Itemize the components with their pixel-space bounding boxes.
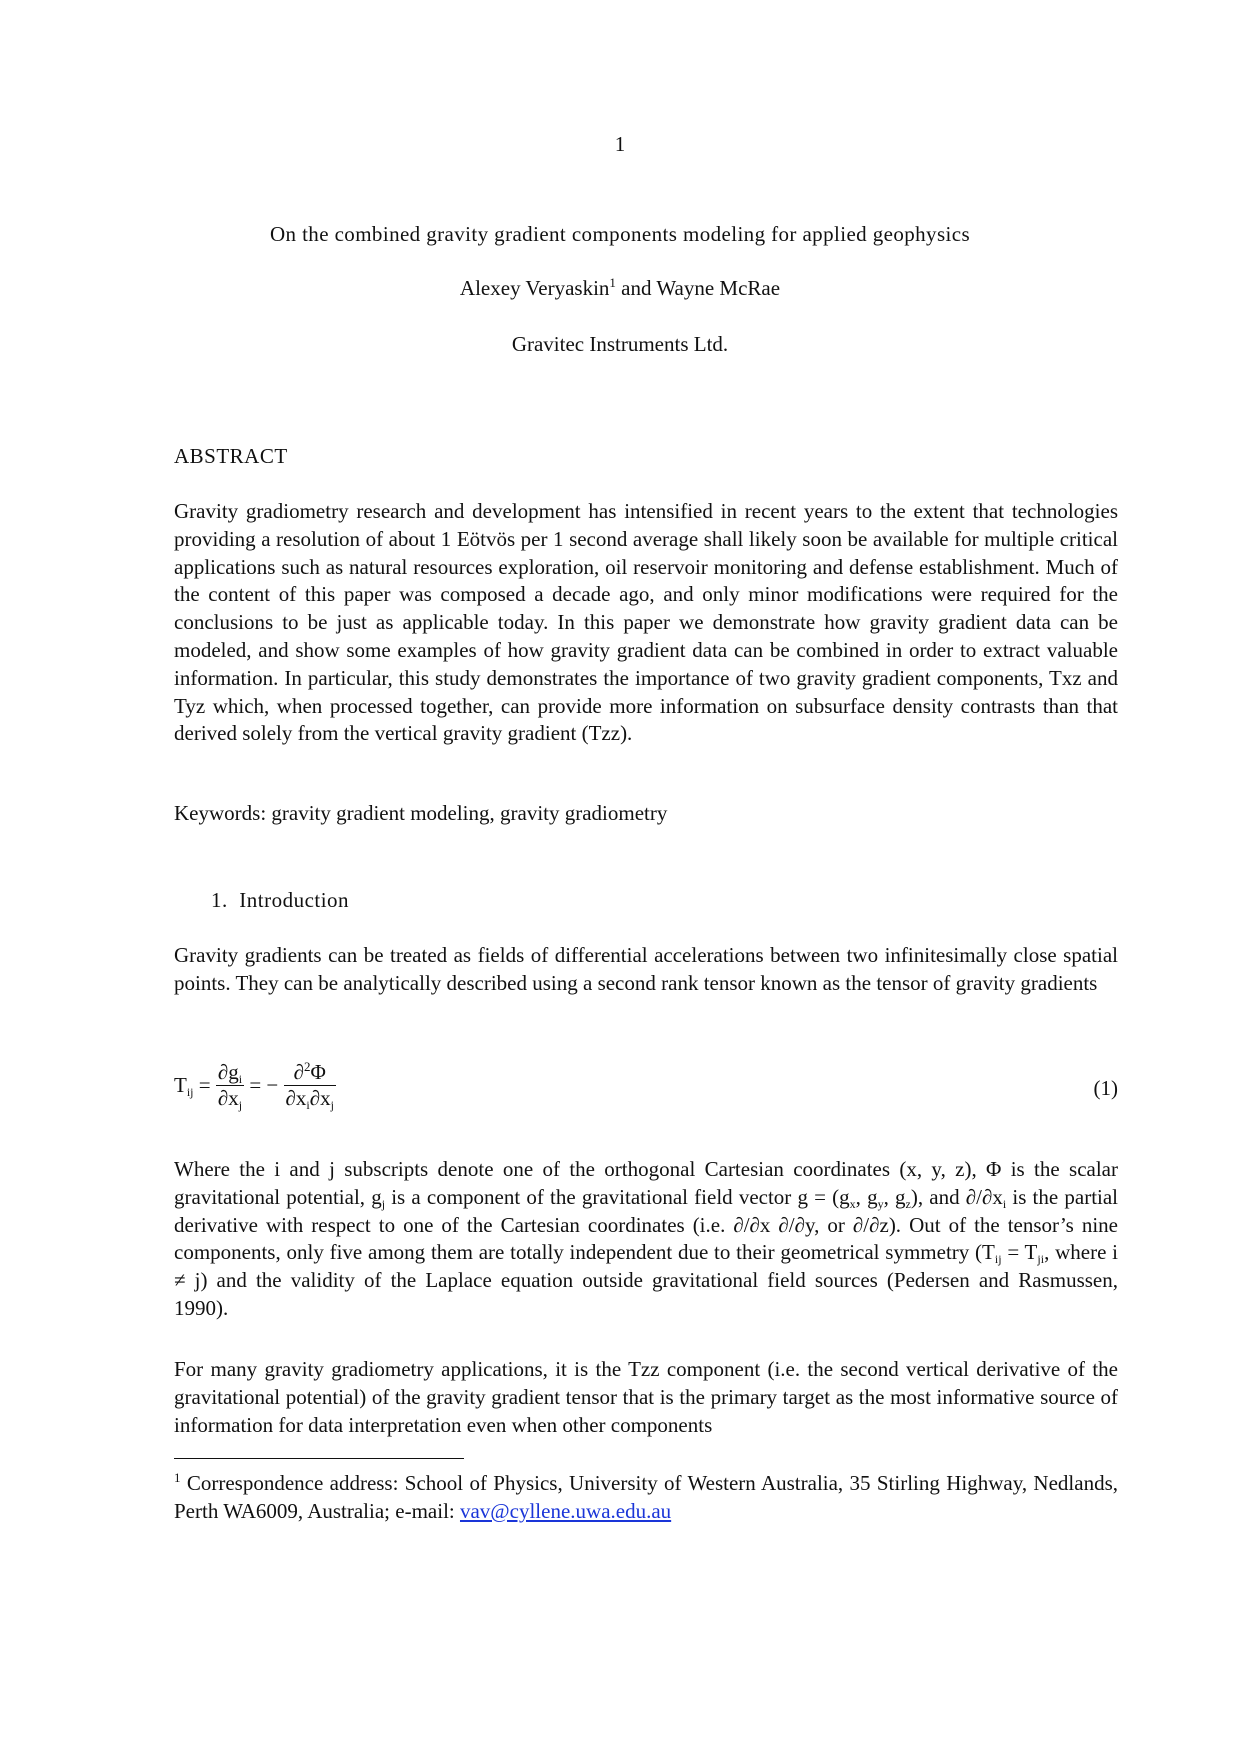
authors	[0, 276, 1240, 301]
intro-paragraph-3: For many gravity gradiometry applications, it is the Tzz component (i.e. the second vertical derivative of the gravitational potential) of the gravity gradient tensor that is the primary target as the most informative source of information for data interpretation even when other components	[174, 1357, 1118, 1437]
footnote-text: Correspondence address: School of Physics, University of Western Australia, 35 Stirling Highway, Nedlands, Perth WA6009, Australia; e-mail:	[174, 1471, 1118, 1523]
authors-and: and	[615, 276, 657, 300]
abstract-heading: ABSTRACT	[174, 444, 288, 468]
footnote	[174, 1470, 1118, 1526]
section-title: Introduction	[239, 888, 350, 912]
paper-title: On the combined gravity gradient components modeling for applied geophysics	[269, 222, 971, 246]
author-2: Wayne McRae	[656, 276, 781, 300]
eq-fraction-1: $\frac{\partial g_i}{\partial x_j}$	[217, 1060, 243, 1112]
affiliation: Gravitec Instruments Ltd.	[511, 332, 729, 356]
eq-lhs: $T_{ij}$	[174, 1073, 194, 1099]
equation-1	[174, 1060, 1118, 1130]
abstract-body: Gravity gradiometry research and development has intensified in recent years to the extent that technologies providing a resolution of about 1 Eötvös per 1 second average shall likely soon be available for multiple critical applications such as natural resources exploration, oil reservoir monitoring and defense establishment. Much of the content of this paper was composed a decade ago, and only minor modifications were required for the conclusions to be just as applicable today. In this paper we demonstrate how gravity gradient data can be modeled, and show some examples of how gravity gradient data can be combined in order to extract valuable information. In particular, this study demonstrates the importance of two gravity gradient components, Txz and Tyz which, when processed together, can provide more information on subsurface density contrasts than that derived solely from the vertical gravity gradient (Tzz).	[174, 499, 1118, 746]
footnote-divider	[174, 1458, 464, 1459]
section-heading-introduction	[211, 888, 349, 913]
intro-paragraph-1: Gravity gradients can be treated as fields of differential accelerations between two infinitesimally close spatial points. They can be analytically described using a second rank tensor known as the tensor of gravity gradients	[174, 943, 1118, 995]
equation-number: (1)	[1093, 1076, 1118, 1100]
email-link[interactable]: vav@cyllene.uwa.edu.au	[459, 1498, 672, 1523]
keywords: Keywords: gravity gradient modeling, gravity gradiometry	[174, 801, 668, 825]
eq-fraction-2: $\frac{\partial^2\Phi}{\partial x_i\partial x_j}$	[285, 1059, 334, 1112]
eq-equals-minus: = −	[249, 1073, 279, 1097]
intro-paragraph-2: Where the i and j subscripts denote one of the orthogonal Cartesian coordinates (x, y, z), Φ is the scalar gravitational potential, $g_j$ is a component of the gravitational field vector $g = (g_x$, $g_y$, $g_z$), and $\partial/\partial x_i$ is the partial derivative with respect to one of the Cartesian coordinates (i.e. ∂/∂x ∂/∂y, or ∂/∂z). Out of the tensor’s nine components, only five among them are totally independent due to their geometrical symmetry ($T_{ij} = T_{ji}$, where i ≠ j) and the validity of the Laplace equation outside gravitational field sources (Pedersen and Rasmussen, 1990).	[174, 1157, 1119, 1320]
page-number: 1	[614, 132, 626, 156]
eq-equals: =	[198, 1073, 211, 1097]
footnote-number: 1	[174, 1470, 181, 1485]
author-1: Alexey Veryaskin	[459, 276, 610, 300]
section-number: 1.	[211, 888, 228, 912]
footnote-mark: 1	[609, 275, 616, 290]
